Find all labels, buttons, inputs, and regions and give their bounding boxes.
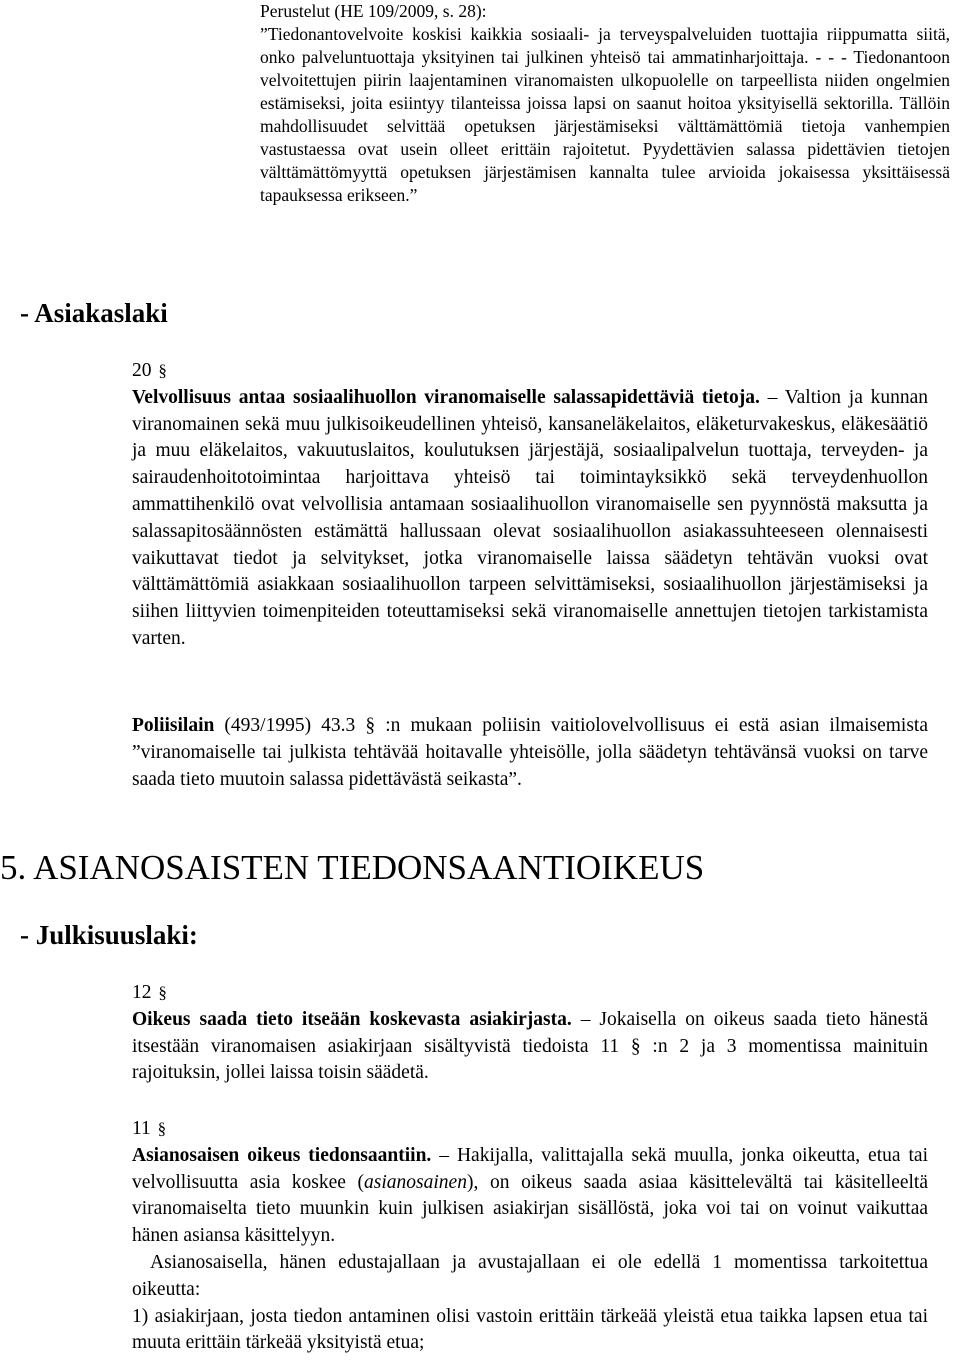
section-12-title: Oikeus saada tieto itseään koskevasta asiakirjasta. bbox=[132, 1008, 572, 1030]
poliisilaki-text: (493/1995) 43.3 § :n mukaan poliisin vaitiolovelvollisuus ei estä asian ilmaisemista ”viranomaiselle tai julkista tehtävää hoitavalle yhteisölle, jolla säädetyn tehtävänsä vuoksi on tarve saada tieto muutoin salassa pidettävästä seikasta”. bbox=[132, 715, 928, 790]
section-20-text: – Valtion ja kunnan viranomainen sekä muu julkisoikeudellinen yhteisö, kansaneläkelaitos, eläketurvakeskus, eläkesäätiö ja muu eläkelaitos, vakuutuslaitos, koulutuksen järjestäjä, sosiaalipalvelun tuottaja, terveyden- ja sairaudenhoitotoimintaa harjoittava yhteisö tai toimintayksikkö sekä terveydenhuollon ammattihenkilö ovat velvollisia antamaan sosiaalihuollon viranomaiselle sen pyynnöstä maksutta ja salassapitosäännösten estämättä hallussaan olevat sosiaalihuollon asiakassuhteeseen olennaisesti vaikuttavat tiedot ja selvitykset, jotka viranomaiselle laissa säädetyn tehtävän vuoksi ovat välttämättömiä asiakkaan sosiaalihuollon tarpeen selvittämiseksi, sosiaalihuollon järjestämiseksi ja siihen liittyvien toimenpiteiden toteuttamiseksi sekä viranomaiselle annettujen tietojen tarkistamista varten. bbox=[132, 386, 928, 649]
section-11 bbox=[132, 1116, 928, 1357]
asiakaslaki-section-20 bbox=[132, 358, 928, 653]
poliisilaki-title: Poliisilain bbox=[132, 715, 215, 736]
section-number: 12 bbox=[132, 982, 152, 1003]
section-12-text: – Jokaisella on oikeus saada tieto hänestä itsestään viranomaisen asiakirjaan sisältyvistä tiedoista 11 § :n 2 ja 3 momentissa mainituin rajoituksin, jollei laissa toisin säädetä. bbox=[132, 1008, 928, 1084]
quote-text: ”Tiedonantovelvoite koskisi kaikkia sosiaali- ja terveyspalveluiden tuottajia riippumatta siitä, onko palveluntuottaja yksityinen tai julkinen yhteisö tai ammatinharjoittaja. - - - Tiedonantoon velvoitettujen piirin laajentaminen viranomaisten ulkopuolelle on tarpeellista niiden ongelmien estämiseksi, joita esiintyy tilanteissa joissa lapsi on saanut hoitoa yksityisellä sektorilla. Tällöin mahdollisuudet selvittää opetuksen järjestämiseksi välttämättömiä tietoja vanhempien vastustaessa ovat usein olleet erittäin rajoitetut. Pyydettävien salassa pidettävien tietojen välttämättömyyttä opetuksen järjestämisen kannalta tulee arvioida jokaisessa yksittäisessä tapauksessa erikseen.” bbox=[260, 24, 950, 205]
section-20-body bbox=[132, 385, 928, 653]
section-number: 20 bbox=[132, 360, 152, 381]
section-11-number bbox=[132, 1116, 928, 1143]
section-11-title: Asianosaisen oikeus tiedonsaantiin. bbox=[132, 1144, 432, 1166]
section-11-italic-term: asianosainen bbox=[364, 1171, 467, 1193]
section-11-text-b: ), on oikeus saada asiaa käsittelevältä tai käsitelleeltä viranomaiselta tieto muunkin kuin julkisen asiakirjan sisällöstä, joka voi tai on voinut vaikuttaa hänen asiansa käsittelyyn. bbox=[132, 1171, 928, 1247]
section-11-paragraph-2: Asianosaisella, hänen edustajallaan ja avustajallaan ei ole edellä 1 momentissa tarkoitettua oikeutta: bbox=[132, 1251, 928, 1300]
poliisilaki-paragraph bbox=[132, 713, 928, 793]
julkisuuslaki-heading: - Julkisuuslaki: bbox=[20, 920, 198, 950]
section-sign: § bbox=[158, 361, 167, 380]
section-sign: § bbox=[157, 1119, 167, 1138]
quote-heading: Perustelut (HE 109/2009, s. 28): bbox=[260, 1, 487, 21]
section-11-text-a: – Hakijalla, valittajalla sekä muulla, jonka oikeutta, etua tai velvollisuutta asia koskee ( bbox=[132, 1144, 928, 1193]
rationale-quote bbox=[260, 0, 950, 207]
section-11-item-1: 1) asiakirjaan, josta tiedon antaminen olisi vastoin erittäin tärkeää yleistä etua taikka lapsen etua tai muuta erittäin tärkeää yksityistä etua; bbox=[132, 1305, 928, 1354]
section-12-number bbox=[132, 980, 928, 1007]
section-20-number bbox=[132, 358, 928, 385]
section-20-title: Velvollisuus antaa sosiaalihuollon viranomaiselle salassapidettäviä tietoja. bbox=[132, 386, 760, 408]
chapter-heading: 5. ASIANOSAISTEN TIEDONSAANTIOIKEUS bbox=[0, 848, 705, 887]
section-number: 11 bbox=[132, 1118, 151, 1139]
section-sign: § bbox=[158, 983, 167, 1002]
asiakaslaki-heading: - Asiakaslaki bbox=[20, 298, 168, 328]
section-12 bbox=[132, 980, 928, 1087]
